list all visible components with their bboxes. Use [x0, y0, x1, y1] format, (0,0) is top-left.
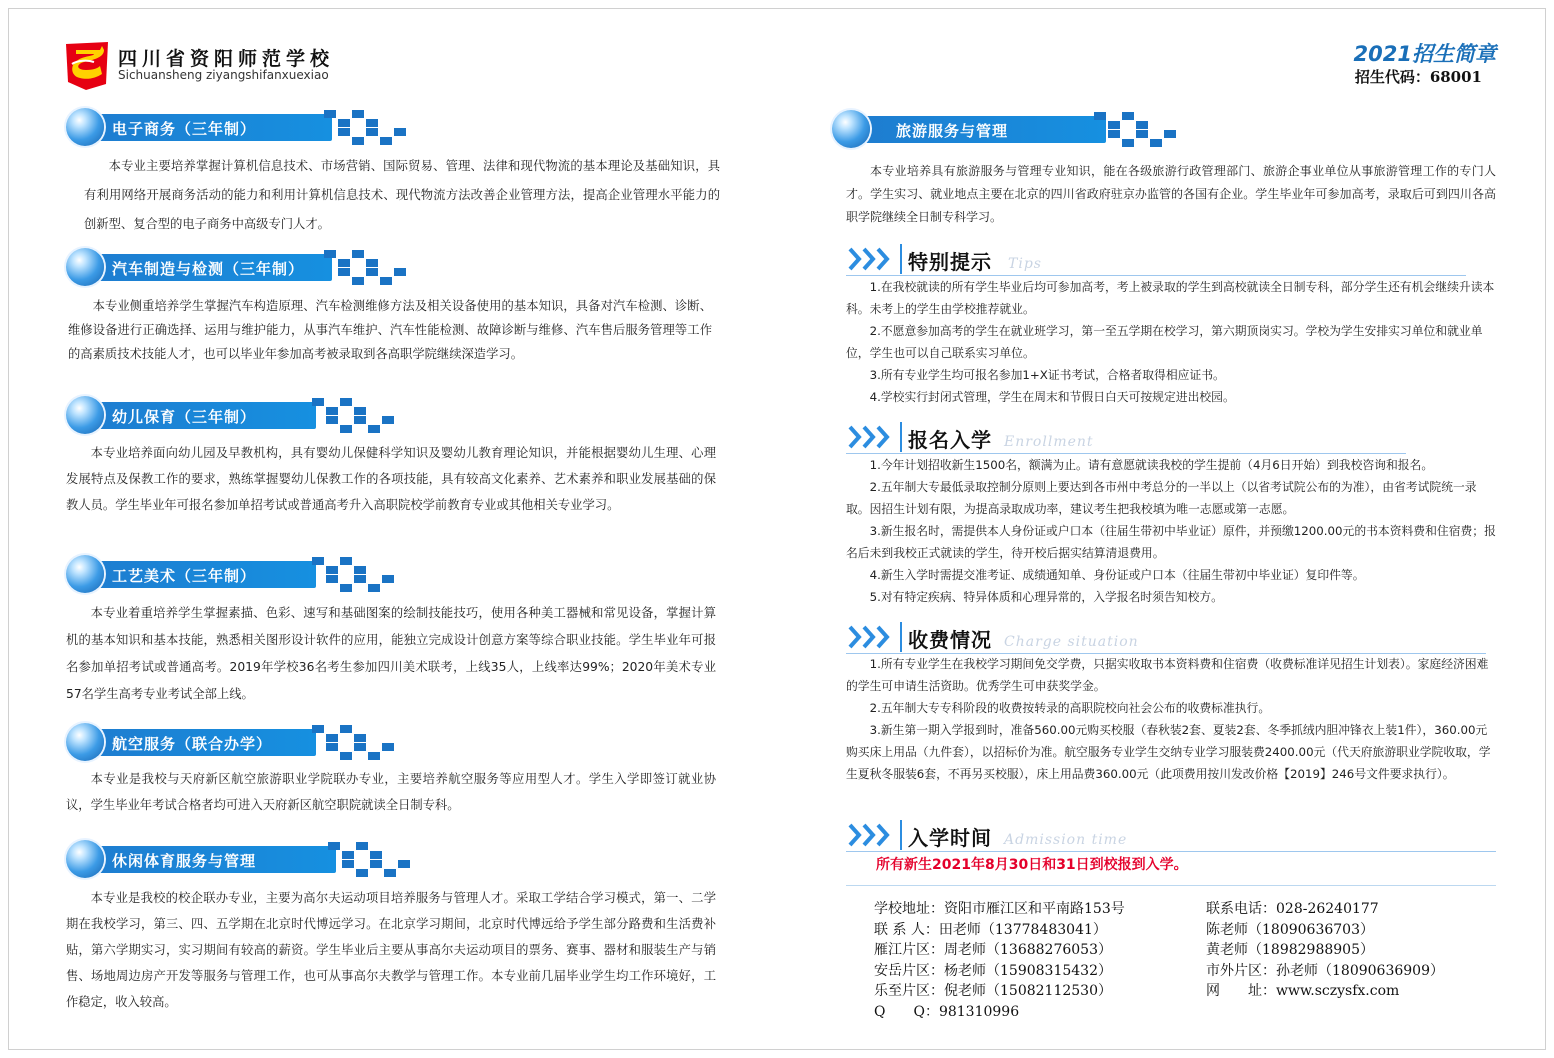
chevrons-icon	[846, 624, 896, 650]
list-item: 3.所有专业学生均可报名参加1+X证书考试，合格者取得相应证书。	[869, 368, 1225, 382]
school-logo-icon	[62, 40, 112, 92]
enroll-code: 招生代码：68001	[1354, 68, 1482, 86]
list-item: 3.新生第一期入学报到时，准备560.00元购买校服（春秋装2套、夏装2套、冬季抓绒内胆冲锋衣上装1件），360.00元购买床上用品（九件套），以招标价为准。航空服务专业学生交纳专业学习服装费2400.00元（代天府旅游职业学院收取，学生夏秋冬服装6套，不再另买校服），床上用品费360.00元（此项费用按川发改价格【2019】246号文件要求执行）。	[846, 723, 1491, 781]
contact-line-item: 学校地址：资阳市雁江区和平南路153号	[874, 901, 1125, 917]
tips-header: 特别提示 Tips	[846, 244, 1496, 274]
major-desc-aviation: 本专业是我校与天府新区航空旅游职业学院联办专业，主要培养航空服务等应用型人才。学生入学即签订就业协议，学生毕业年考试合格者均可进入天府新区航空职院就读全日制专科。	[66, 772, 716, 812]
school-name-cn: 四川省资阳师范学校	[118, 48, 335, 70]
contact-line-item: 乐至片区：倪老师（15082112530）	[874, 983, 1112, 999]
list-item: 1.在我校就读的所有学生毕业后均可参加高考，考上被录取的学生到高校就读全日制专科，部分学生还有机会继续升读本科。未考上的学生由学校推荐就业。	[846, 280, 1495, 316]
contact-line-item: 市外片区：孙老师（18090636909）	[1206, 962, 1444, 979]
admission-header: 入学时间 Admission time	[846, 820, 1496, 850]
fees-header: 收费情况 Charge situation	[846, 622, 1496, 652]
enroll-header: 报名入学 Enrollment	[846, 422, 1496, 452]
contact-left	[874, 899, 1125, 1022]
major-desc-auto: 本专业侧重培养学生掌握汽车构造原理、汽车检测维修方法及相关设备使用的基本知识，具备对汽车检测、诊断、维修设备进行正确选择、运用与维护能力，从事汽车维护、汽车性能检测、故障诊断与维修、汽车售后服务管理等工作的高素质技术技能人才，也可以毕业年参加高考被录取到各高职学院继续深造学习。	[68, 299, 712, 361]
list-item: 2.五年制大专专科阶段的收费按转录的高职院校向社会公布的收费标准执行。	[869, 701, 1271, 715]
contact-line-item: 陈老师（18090636703）	[1206, 921, 1374, 938]
list-item: 2.五年制大专最低录取控制分原则上要达到各市州中考总分的一半以上（以省考试院公布的为准），由省考试院统一录取。因招生计划有限，为提高录取成功率，建议考生把我校填为唯一志愿或第一志愿。	[846, 480, 1477, 516]
tips-list	[846, 276, 1496, 408]
list-item: 1.所有专业学生在我校学习期间免交学费，只据实收取书本资料费和住宿费（收费标准详见招生计划表）。家庭经济困难的学生可申请生活资助。优秀学生可申获奖学金。	[846, 657, 1489, 693]
school-name-pinyin: Sichuansheng ziyangshifanxuexiao	[118, 68, 329, 82]
list-item: 3.新生报名时，需提供本人身份证或户口本（往届生带初中毕业证）原件，并预缴1200.00元的书本资料费和住宿费；报名后未到我校正式就读的学生，待开校后据实结算清退费用。	[846, 524, 1496, 560]
contact-right	[1206, 899, 1444, 1002]
contact-line-item: 联系电话：028-26240177	[1206, 901, 1379, 917]
major-desc-ecommerce: 本专业主要培养掌握计算机信息技术、市场营销、国际贸易、管理、法律和现代物流的基本理论及基础知识，具有利用网络开展商务活动的能力和利用计算机信息技术、现代物流方法改善企业管理方法，提高企业管理水平能力的创新型、复合型的电子商务中高级专门人才。	[84, 159, 720, 231]
major-desc-tourism: 本专业培养具有旅游服务与管理专业知识，能在各级旅游行政管理部门、旅游企事业单位从事旅游管理工作的专门人才。学生实习、就业地点主要在北京的四川省政府驻京办监管的各国有企业。学生毕业年可参加高考，录取后可到四川各高职学院继续全日制专科学习。	[846, 164, 1496, 224]
list-item: 1.今年计划招收新生1500名，额满为止。请有意愿就读我校的学生提前（4月6日开始）到我校咨询和报名。	[869, 458, 1434, 472]
chevrons-icon	[846, 246, 896, 272]
contact-line-item: 联 系 人：田老师（13778483041）	[874, 921, 1107, 938]
list-item: 5.对有特定疾病、特异体质和心理异常的，入学报名时须告知校方。	[869, 590, 1223, 604]
contact-line-item: 安岳片区：杨老师（15908315432）	[874, 962, 1112, 979]
admission-time-text: 所有新生2021年8月30日和31日到校报到入学。	[876, 857, 1188, 873]
fees-list	[846, 653, 1496, 785]
major-desc-childcare: 本专业培养面向幼儿园及早教机构，具有婴幼儿保健科学知识及婴幼儿教育理论知识，并能根据婴幼儿生理、心理发展特点及保教工作的要求，熟练掌握婴幼儿保教工作的各项技能，具有较高文化素养、艺术素养和职业发展基础的保教人员。学生毕业年可报名参加单招考试或普通高考升入高职院校学前教育专业或其他相关专业学习。	[66, 446, 716, 512]
brochure-title: 2021招生简章	[1353, 42, 1496, 66]
list-item: 2.不愿意参加高考的学生在就业班学习，第一至五学期在校学习，第六期顶岗实习。学校为学生安排实习单位和就业单位，学生也可以自己联系实习单位。	[846, 324, 1483, 360]
contact-line-item: 雁江片区：周老师（13688276053）	[874, 942, 1112, 958]
divider	[846, 885, 1496, 886]
chevrons-icon	[846, 424, 896, 450]
list-item: 4.学校实行封闭式管理，学生在周末和节假日白天可按规定进出校园。	[869, 390, 1235, 404]
list-item: 4.新生入学时需提交准考证、成绩通知单、身份证或户口本（往届生带初中毕业证）复印件等。	[869, 568, 1365, 582]
chevrons-icon	[846, 822, 896, 848]
contact-line-item: 黄老师（18982988905）	[1206, 942, 1374, 958]
major-desc-sports: 本专业是我校的校企联办专业，主要为高尔夫运动项目培养服务与管理人才。采取工学结合学习模式，第一、二学期在我校学习，第三、四、五学期在北京时代博远学习。在北京学习期间，北京时代博远给予学生部分路费和生活费补贴，第六学期实习，实习期间有较高的薪资。学生毕业后主要从事高尔夫运动项目的票务、赛事、器材和服装生产与销售、场地周边房产开发等服务与管理工作，也可从事高尔夫教学与管理工作。本专业前几届毕业学生均工作环境好，工作稳定，收入较高。	[66, 891, 716, 1009]
enroll-list	[846, 454, 1496, 608]
contact-line-item: 网 址：www.sczysfx.com	[1206, 983, 1400, 999]
major-desc-art: 本专业着重培养学生掌握素描、色彩、速写和基础图案的绘制技能技巧，使用各种美工器械和常见设备，掌握计算机的基本知识和基本技能，熟悉相关图形设计软件的应用，能独立完成设计创意方案等综合职业技能。学生毕业年可报名参加单招考试或普通高考。2019年学校36名考生参加四川美术联考，上线35人，上线率达99%；2020年美术专业57名学生高考专业考试全部上线。	[66, 606, 716, 701]
contact-line-item: Q Q：981310996	[874, 1003, 1020, 1020]
